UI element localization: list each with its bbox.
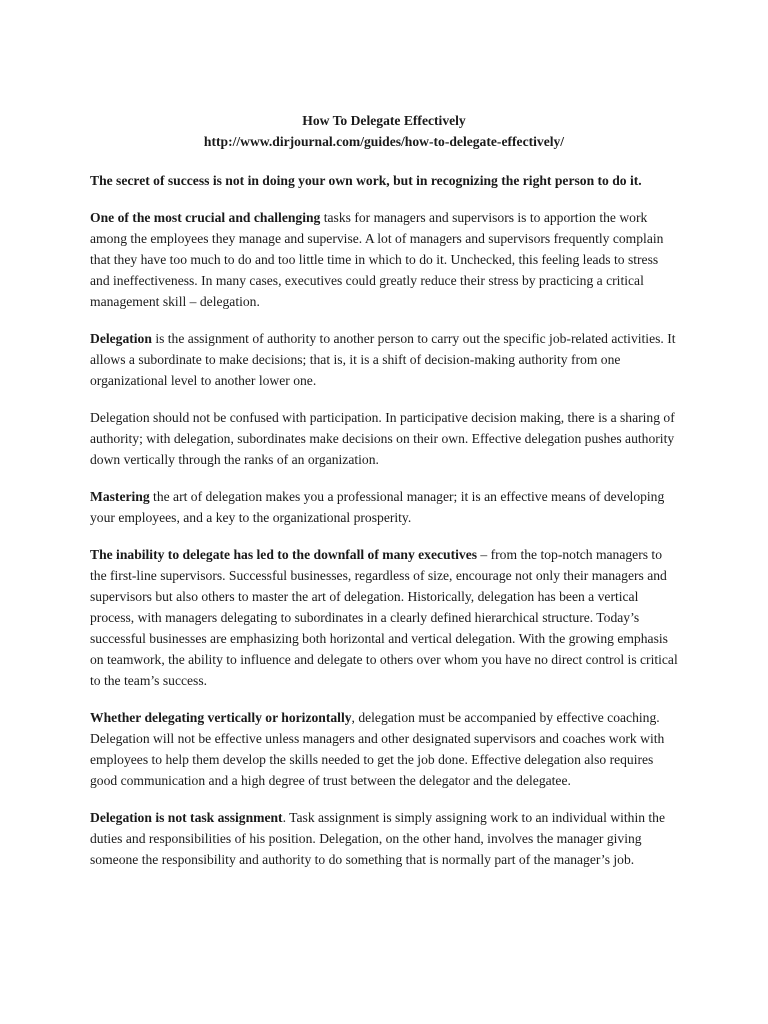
paragraph-3 <box>90 407 678 470</box>
paragraph-text: . Task assignment is simply assigning work to an individual within the duties and responsibilities of his position. Delegation, on the other hand, involves the manager giving someone the responsibility and authority to do something that is normally part of the manager’s job. <box>90 810 666 867</box>
paragraph-lead: Delegation is not task assignment <box>90 810 283 825</box>
paragraph-lead: Mastering <box>90 489 150 504</box>
paragraph-7 <box>90 807 678 870</box>
paragraph-1 <box>90 207 678 312</box>
paragraph-6 <box>90 707 678 791</box>
paragraph-lead: The inability to delegate has led to the downfall of many executives <box>90 547 478 562</box>
paragraph-text: Delegation should not be confused with participation. In participative decision making, there is a sharing of authority; with delegation, subordinates make decisions on their own. Effective delegation pushes authority down vertically through the ranks of an organization. <box>90 410 675 467</box>
paragraph-5 <box>90 544 678 691</box>
paragraph-lead: Delegation <box>90 331 152 346</box>
source-url: http://www.dirjournal.com/guides/how-to-delegate-effectively/ <box>203 134 565 149</box>
tagline: The secret of success is not in doing your own work, but in recognizing the right person to do it. <box>90 173 642 188</box>
document-title: How To Delegate Effectively <box>302 113 466 128</box>
paragraph-text: , delegation must be accompanied by effective coaching. Delegation will not be effective unless managers and other designated supervisors and coaches work with employees to help them develop the skills needed to get the job done. Effective delegation also requires good communication and a high degree of trust between the delegator and the delegatee. <box>90 710 665 788</box>
paragraph-text: is the assignment of authority to another person to carry out the specific job-related activities. It allows a subordinate to make decisions; that is, it is a shift of decision-making authority from one organizational level to another lower one. <box>90 331 676 388</box>
paragraph-text: – from the top-notch managers to the first-line supervisors. Successful businesses, regardless of size, encourage not only their managers and supervisors but also others to master the art of delegation. Historically, delegation has been a vertical process, with managers delegating to subordinates in a clearly defined hierarchical structure. Today’s successful businesses are emphasizing both horizontal and vertical delegation. With the growing emphasis on teamwork, the ability to influence and delegate to others over whom you have no direct control is critical to the team’s success. <box>90 547 678 688</box>
paragraph-text: the art of delegation makes you a professional manager; it is an effective means of developing your employees, and a key to the organizational prosperity. <box>90 489 665 525</box>
paragraph-lead: Whether delegating vertically or horizontally <box>90 710 352 725</box>
paragraph-lead: One of the most crucial and challenging <box>90 210 321 225</box>
paragraph-2 <box>90 328 678 391</box>
paragraph-text: tasks for managers and supervisors is to apportion the work among the employees they manage and supervise. A lot of managers and supervisors frequently complain that they have too much to do and too little time in which to do it. Unchecked, this feeling leads to stress and ineffectiveness. In many cases, executives could greatly reduce their stress by practicing a critical management skill – delegation. <box>90 210 664 309</box>
paragraph-4 <box>90 486 678 528</box>
title-block <box>90 110 678 152</box>
